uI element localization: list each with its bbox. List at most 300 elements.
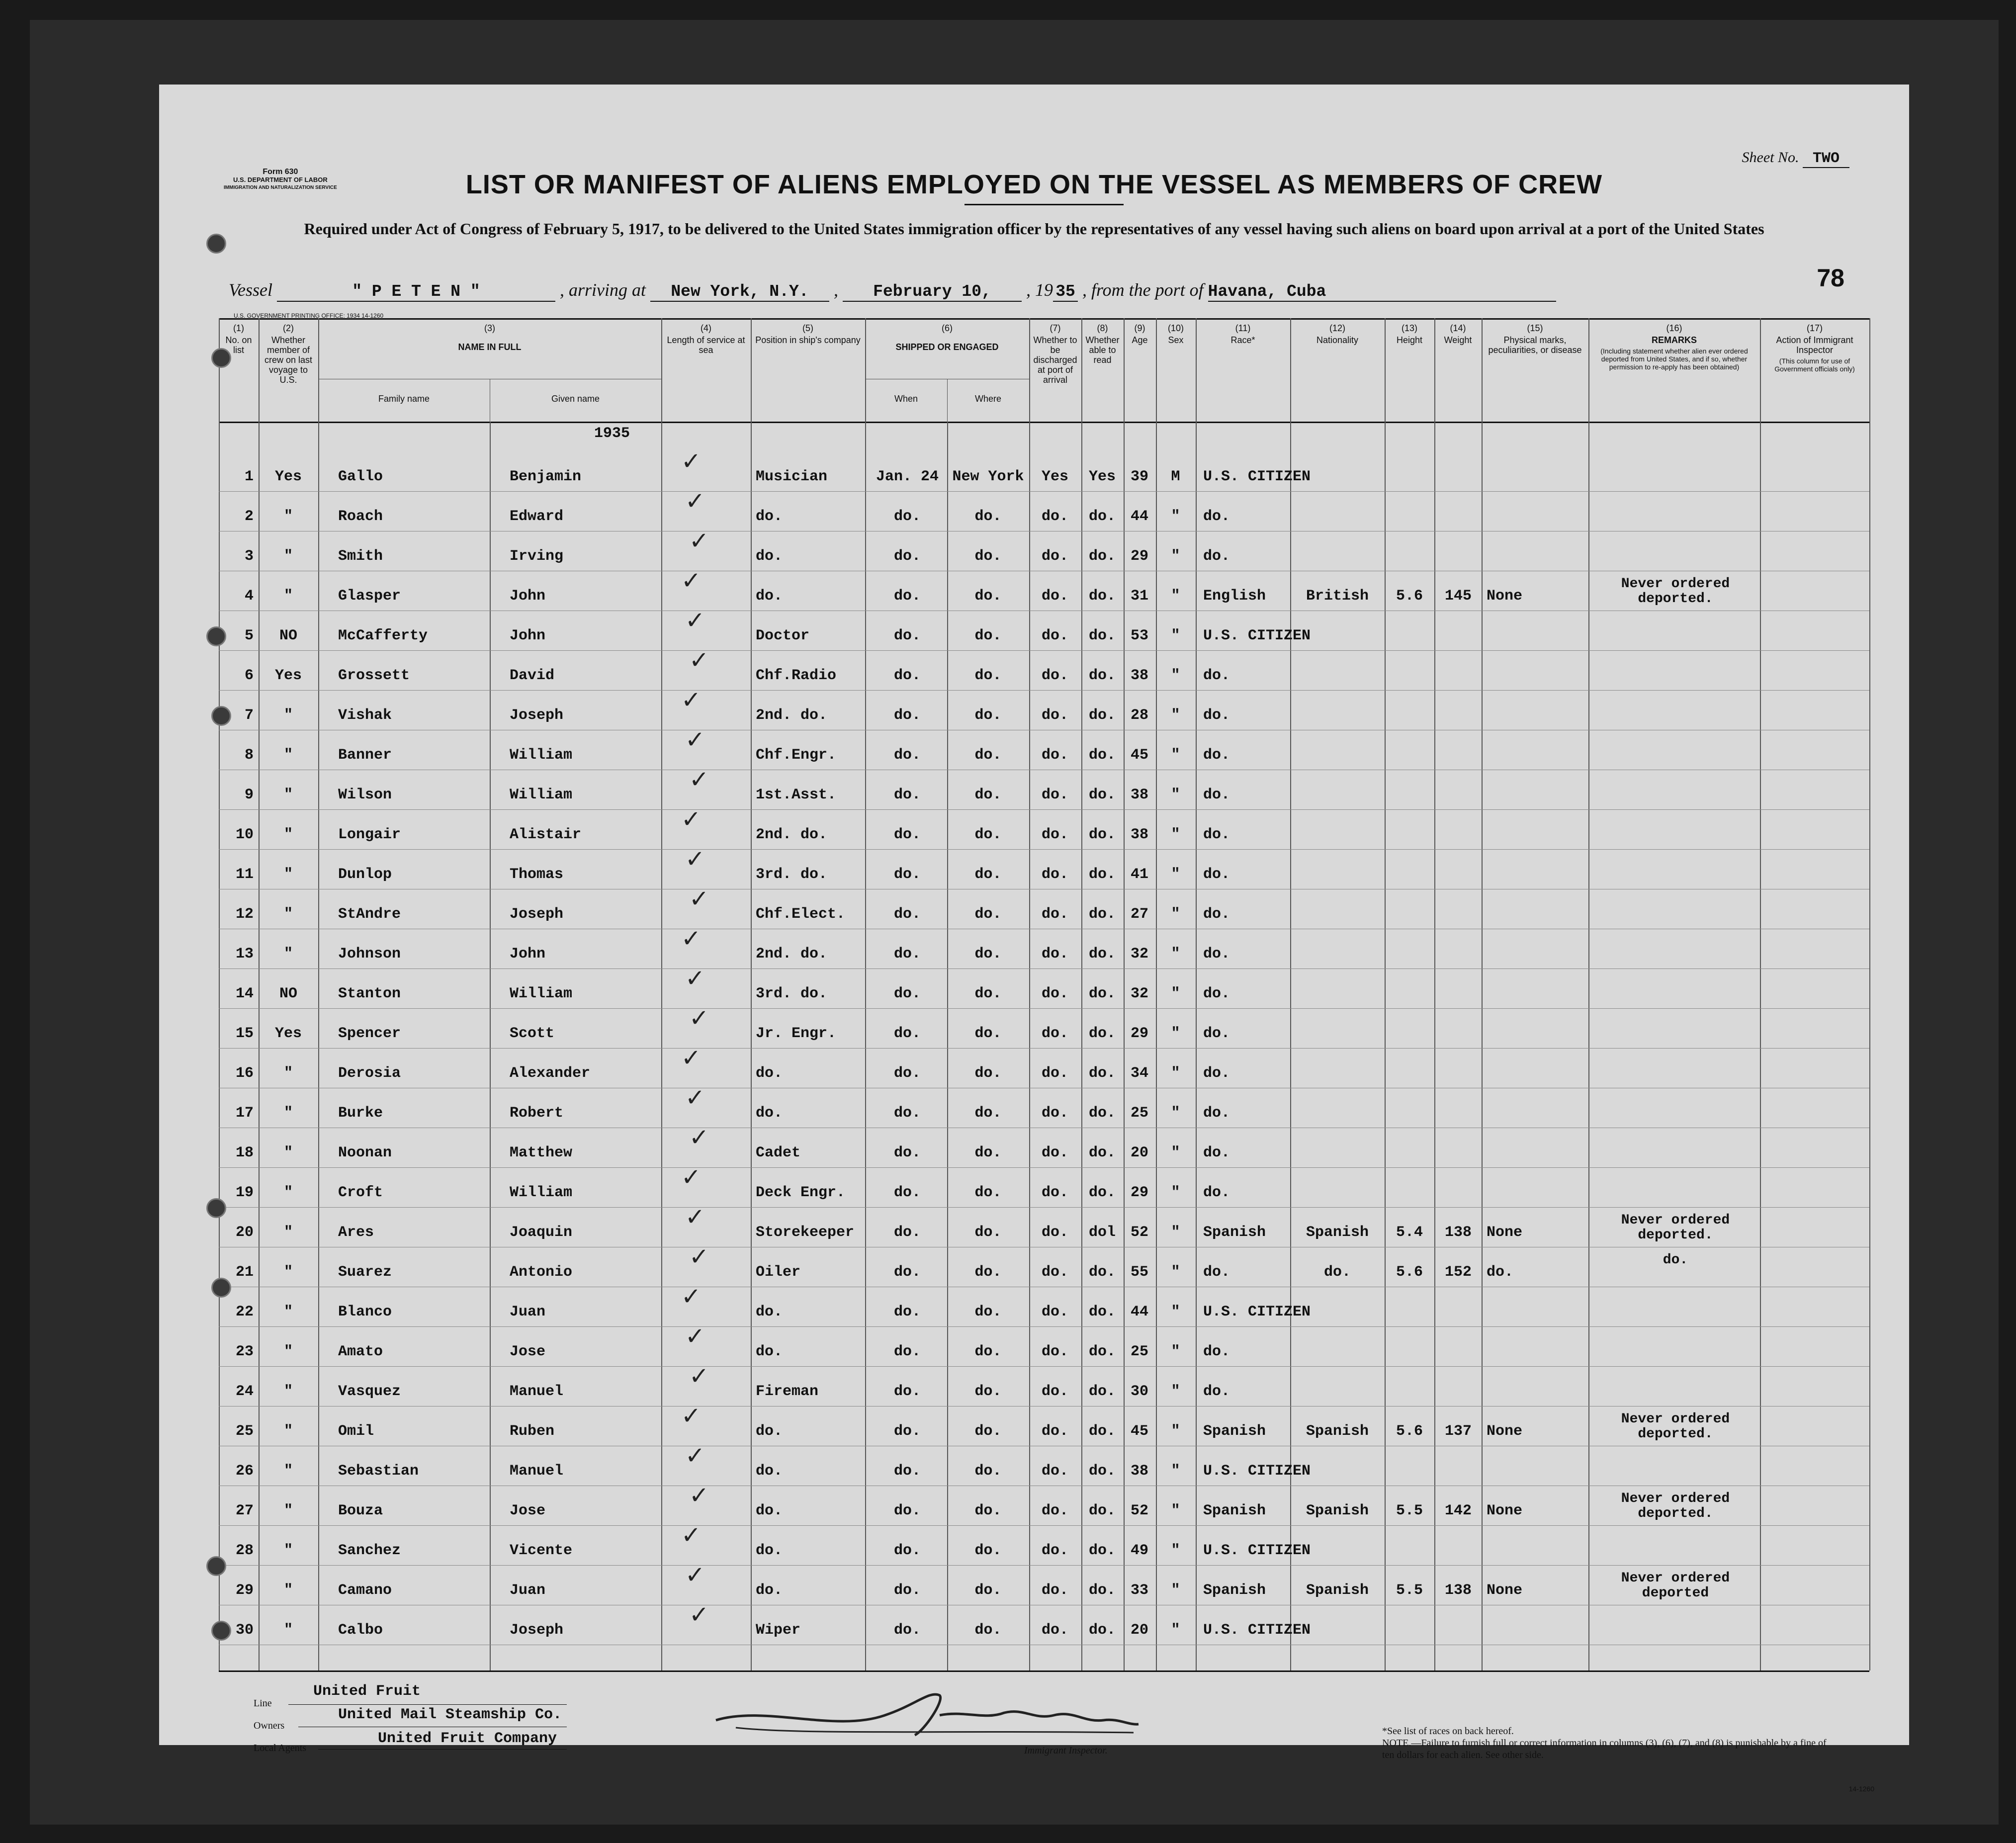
discharged: do. — [1041, 906, 1068, 923]
given-name: William — [510, 985, 573, 1002]
penalty-note: NOTE.—Failure to furnish full or correct information in columns (3), (6), (7), and (8) is punishable by a fine of ten dollars for each alien. See other side. — [1382, 1738, 1827, 1760]
family-name: Gallo — [338, 468, 383, 485]
shipped-when: do. — [893, 1582, 921, 1599]
shipped-where: do. — [974, 866, 1002, 883]
shipped-where: do. — [974, 707, 1002, 724]
age: 31 — [1130, 588, 1148, 605]
weight: 145 — [1444, 588, 1472, 605]
shipped-when: do. — [893, 1264, 921, 1281]
last-voyage: " — [283, 1582, 293, 1599]
column-header-3 — [318, 319, 661, 422]
sex: " — [1171, 1463, 1180, 1480]
shipped-where: do. — [974, 1383, 1002, 1400]
shipped-when: do. — [893, 1304, 921, 1320]
shipped-when: do. — [893, 1025, 921, 1042]
column-title: Length of service at sea — [667, 335, 745, 355]
given-name: Irving — [510, 548, 564, 565]
column-number: (16) — [1666, 323, 1682, 333]
row-number: 14 — [235, 985, 254, 1002]
column-title: SHIPPED OR ENGAGED — [895, 342, 999, 352]
age: 49 — [1130, 1542, 1148, 1559]
able-to-read: dol — [1088, 1224, 1116, 1241]
shipped-when: do. — [893, 1144, 921, 1161]
sex: " — [1171, 1025, 1180, 1042]
shipped-when: do. — [893, 548, 921, 565]
row-number: 29 — [235, 1582, 254, 1599]
sex: " — [1171, 1264, 1180, 1281]
discharged: do. — [1041, 1542, 1068, 1559]
last-voyage: Yes — [274, 667, 302, 684]
column-rule — [1196, 318, 1197, 1670]
race: do. — [1203, 906, 1230, 923]
remarks: Never ordered deported. — [1621, 576, 1730, 607]
sex: " — [1171, 866, 1180, 883]
race: do. — [1203, 1105, 1230, 1122]
column-title: Height — [1396, 335, 1423, 345]
column-header-5 — [751, 319, 865, 422]
agents-label: Local Agents — [254, 1743, 307, 1754]
sex: " — [1171, 1144, 1180, 1161]
given-name: Joseph — [510, 906, 564, 923]
position: Jr. Engr. — [756, 1025, 837, 1042]
age: 38 — [1130, 667, 1148, 684]
position: do. — [756, 1343, 783, 1360]
discharged: do. — [1041, 866, 1068, 883]
able-to-read: do. — [1088, 1622, 1116, 1639]
nationality: Spanish — [1306, 1224, 1369, 1241]
able-to-read: do. — [1088, 508, 1116, 525]
column-rule — [1588, 318, 1589, 1670]
shipped-where: do. — [974, 1622, 1002, 1639]
sex: " — [1171, 1622, 1180, 1639]
nationality: Spanish — [1306, 1582, 1369, 1599]
family-name: Roach — [338, 508, 383, 525]
family-name: Sebastian — [338, 1463, 419, 1480]
column-title: REMARKS — [1651, 335, 1697, 345]
discharged: do. — [1041, 1343, 1068, 1360]
able-to-read: Yes — [1088, 468, 1116, 485]
discharged: do. — [1041, 508, 1068, 525]
shipped-where: New York — [952, 468, 1024, 485]
weight: 142 — [1444, 1502, 1472, 1519]
check-mark-icon: ✓ — [685, 1203, 705, 1231]
binding-hole-icon — [211, 706, 231, 726]
row-number: 13 — [235, 946, 254, 963]
check-mark-icon: ✓ — [685, 845, 705, 873]
column-header-11 — [1196, 319, 1290, 422]
column-title: Position in ship's company — [755, 335, 861, 345]
line-label: Line — [254, 1698, 272, 1709]
check-mark-icon: ✓ — [685, 1084, 705, 1112]
column-number: (13) — [1401, 323, 1417, 333]
physical-marks: do. — [1487, 1264, 1514, 1281]
race: Spanish — [1203, 1502, 1266, 1519]
able-to-read: do. — [1088, 1582, 1116, 1599]
check-mark-icon: ✓ — [681, 1521, 701, 1549]
sex: " — [1171, 1065, 1180, 1082]
age: 39 — [1130, 468, 1148, 485]
position: Fireman — [756, 1383, 819, 1400]
discharged: do. — [1041, 1582, 1068, 1599]
shipped-where: do. — [974, 548, 1002, 565]
arriving-label: , arriving at — [559, 280, 646, 300]
position: do. — [756, 1463, 783, 1480]
race: do. — [1203, 1065, 1230, 1082]
year-heading: 1935 — [594, 425, 630, 442]
shipped-when: do. — [893, 508, 921, 525]
discharged: do. — [1041, 1065, 1068, 1082]
position: do. — [756, 1304, 783, 1320]
family-name: StAndre — [338, 906, 401, 923]
last-voyage: " — [283, 1264, 293, 1281]
family-name: Johnson — [338, 946, 401, 963]
sex: " — [1171, 747, 1180, 764]
column-rule — [1385, 318, 1386, 1670]
discharged: do. — [1041, 1184, 1068, 1201]
race: U.S. CITIZEN — [1203, 1622, 1311, 1639]
shipped-where: do. — [974, 826, 1002, 843]
family-name: Sanchez — [338, 1542, 401, 1559]
given-name: Jose — [510, 1502, 546, 1519]
sex: " — [1171, 1542, 1180, 1559]
nationality: Spanish — [1306, 1502, 1369, 1519]
family-name: Glasper — [338, 588, 401, 605]
given-name: Alexander — [510, 1065, 591, 1082]
agents-value: United Fruit Company — [378, 1730, 557, 1747]
shipped-when: do. — [893, 1184, 921, 1201]
column-number: (9) — [1134, 323, 1145, 333]
family-name: Derosia — [338, 1065, 401, 1082]
position: Deck Engr. — [756, 1184, 846, 1201]
sex: " — [1171, 985, 1180, 1002]
column-title: Whether able to read — [1085, 335, 1120, 365]
age: 45 — [1130, 1423, 1148, 1440]
shipped-where: do. — [974, 588, 1002, 605]
able-to-read: do. — [1088, 548, 1116, 565]
last-voyage: " — [283, 747, 293, 764]
row-number: 16 — [235, 1065, 254, 1082]
position: 2nd. do. — [756, 946, 828, 963]
last-voyage: " — [283, 1343, 293, 1360]
column-title: Race* — [1230, 335, 1255, 345]
column-rule — [751, 318, 752, 1670]
from-port-label: , from the port of — [1082, 280, 1204, 300]
column-rule — [318, 318, 319, 1670]
given-name: Jose — [510, 1343, 546, 1360]
sheet-value: TWO — [1803, 150, 1849, 168]
race: Spanish — [1203, 1224, 1266, 1241]
race: U.S. CITIZEN — [1203, 1542, 1311, 1559]
check-mark-icon: ✓ — [681, 447, 701, 475]
column-header-10 — [1156, 319, 1196, 422]
discharged: do. — [1041, 548, 1068, 565]
shipped-where: do. — [974, 1343, 1002, 1360]
check-mark-icon: ✓ — [689, 1124, 709, 1151]
shipped-where: do. — [974, 906, 1002, 923]
column-number: (17) — [1806, 323, 1823, 333]
department-name: U.S. DEPARTMENT OF LABOR — [233, 176, 328, 183]
age: 20 — [1130, 1144, 1148, 1161]
shipped-where: do. — [974, 1423, 1002, 1440]
age: 45 — [1130, 747, 1148, 764]
column-title: NAME IN FULL — [458, 342, 522, 352]
column-number: (12) — [1329, 323, 1345, 333]
column-rule — [259, 318, 260, 1670]
row-number: 26 — [235, 1463, 254, 1480]
column-header-16 — [1588, 319, 1760, 422]
row-number: 5 — [244, 627, 254, 644]
age: 32 — [1130, 985, 1148, 1002]
shipped-when: do. — [893, 588, 921, 605]
agents-underline — [318, 1749, 567, 1750]
last-voyage: Yes — [274, 468, 302, 485]
age: 20 — [1130, 1622, 1148, 1639]
row-number: 8 — [244, 747, 254, 764]
row-number: 25 — [235, 1423, 254, 1440]
family-name: Vasquez — [338, 1383, 401, 1400]
discharged: do. — [1041, 1144, 1068, 1161]
table-header-rule — [219, 422, 1869, 423]
family-name: Stanton — [338, 985, 401, 1002]
given-name: Edward — [510, 508, 564, 525]
row-number: 9 — [244, 787, 254, 803]
shipped-where: do. — [974, 1105, 1002, 1122]
shipped-where: do. — [974, 508, 1002, 525]
physical-marks: None — [1487, 1224, 1523, 1241]
shipped-where: do. — [974, 1065, 1002, 1082]
race: U.S. CITIZEN — [1203, 627, 1311, 644]
shipped-when: do. — [893, 1105, 921, 1122]
row-number: 1 — [244, 468, 254, 485]
family-name: Omil — [338, 1423, 374, 1440]
shipped-when: do. — [893, 707, 921, 724]
given-name: John — [510, 588, 546, 605]
check-mark-icon: ✓ — [681, 1044, 701, 1072]
row-number: 15 — [235, 1025, 254, 1042]
weight: 138 — [1444, 1224, 1472, 1241]
column-header-9 — [1124, 319, 1156, 422]
able-to-read: do. — [1088, 1423, 1116, 1440]
able-to-read: do. — [1088, 1184, 1116, 1201]
owners-value: United Mail Steamship Co. — [338, 1706, 562, 1723]
last-voyage: " — [283, 826, 293, 843]
form-number: Form 630 — [263, 168, 298, 176]
family-name: Suarez — [338, 1264, 392, 1281]
shipped-where: do. — [974, 667, 1002, 684]
last-voyage: NO — [279, 627, 297, 644]
sex: " — [1171, 1383, 1180, 1400]
row-number: 2 — [244, 508, 254, 525]
height: 5.5 — [1396, 1502, 1423, 1519]
inspector-signature — [706, 1685, 1153, 1745]
row-rule — [219, 1048, 1869, 1049]
height: 5.6 — [1396, 1423, 1423, 1440]
check-mark-icon: ✓ — [689, 1362, 709, 1390]
column-rule — [1760, 318, 1761, 1670]
binding-hole-icon — [206, 626, 226, 646]
shipped-when: Jan. 24 — [876, 468, 939, 485]
sex: " — [1171, 1105, 1180, 1122]
discharged: do. — [1041, 787, 1068, 803]
able-to-read: do. — [1088, 707, 1116, 724]
position: Cadet — [756, 1144, 801, 1161]
row-rule — [219, 1008, 1869, 1009]
row-number: 6 — [244, 667, 254, 684]
age: 38 — [1130, 826, 1148, 843]
given-name: Juan — [510, 1582, 546, 1599]
race: U.S. CITIZEN — [1203, 468, 1311, 485]
race: do. — [1203, 1025, 1230, 1042]
column-header-15 — [1482, 319, 1588, 422]
owners-label: Owners — [254, 1720, 285, 1731]
sex: " — [1171, 1224, 1180, 1241]
weight: 152 — [1444, 1264, 1472, 1281]
row-number: 30 — [235, 1622, 254, 1639]
weight: 138 — [1444, 1582, 1472, 1599]
able-to-read: do. — [1088, 588, 1116, 605]
age: 25 — [1130, 1343, 1148, 1360]
given-name: Alistair — [510, 826, 582, 843]
last-voyage: " — [283, 946, 293, 963]
column-rule — [490, 422, 491, 1670]
position: Storekeeper — [756, 1224, 855, 1241]
able-to-read: do. — [1088, 866, 1116, 883]
physical-marks: None — [1487, 1502, 1523, 1519]
check-mark-icon: ✓ — [685, 607, 705, 634]
shipped-when: do. — [893, 1542, 921, 1559]
family-name: McCafferty — [338, 627, 428, 644]
inspector-label: Immigrant Inspector. — [1024, 1745, 1108, 1756]
column-rule — [661, 318, 662, 1670]
row-rule — [219, 1167, 1869, 1168]
check-mark-icon: ✓ — [689, 527, 709, 555]
age: 29 — [1130, 548, 1148, 565]
age: 29 — [1130, 1184, 1148, 1201]
able-to-read: do. — [1088, 1502, 1116, 1519]
column-rule — [1434, 318, 1435, 1670]
nationality: British — [1306, 588, 1369, 605]
last-voyage: " — [283, 1502, 293, 1519]
given-name: Manuel — [510, 1383, 564, 1400]
last-voyage: " — [283, 787, 293, 803]
year-prefix: , 19 — [1026, 280, 1053, 300]
check-mark-icon: ✓ — [685, 487, 705, 515]
row-rule — [219, 491, 1869, 492]
sex: " — [1171, 906, 1180, 923]
shipped-when: do. — [893, 747, 921, 764]
row-number: 11 — [235, 866, 254, 883]
position: Oiler — [756, 1264, 801, 1281]
given-name: Matthew — [510, 1144, 573, 1161]
shipped-when: do. — [893, 1463, 921, 1480]
race: Spanish — [1203, 1423, 1266, 1440]
sex: " — [1171, 1304, 1180, 1320]
family-name: Camano — [338, 1582, 392, 1599]
shipped-where: do. — [974, 1184, 1002, 1201]
column-number: (3) — [484, 323, 495, 333]
column-number: (14) — [1450, 323, 1466, 333]
last-voyage: " — [283, 1184, 293, 1201]
column-header-6 — [865, 319, 1029, 422]
height: 5.6 — [1396, 588, 1423, 605]
shipped-where: do. — [974, 1502, 1002, 1519]
position: do. — [756, 1105, 783, 1122]
physical-marks: None — [1487, 1582, 1523, 1599]
column-header-12 — [1290, 319, 1385, 422]
height: 5.5 — [1396, 1582, 1423, 1599]
position: do. — [756, 1582, 783, 1599]
weight: 137 — [1444, 1423, 1472, 1440]
last-voyage: " — [283, 1065, 293, 1082]
column-title: Nationality — [1316, 335, 1359, 345]
check-mark-icon: ✓ — [689, 885, 709, 913]
discharged: do. — [1041, 1105, 1068, 1122]
race: do. — [1203, 787, 1230, 803]
family-name: Smith — [338, 548, 383, 565]
column-header-4 — [661, 319, 751, 422]
given-name: John — [510, 627, 546, 644]
shipped-when: do. — [893, 1423, 921, 1440]
position: 3rd. do. — [756, 866, 828, 883]
check-mark-icon: ✓ — [681, 805, 701, 833]
shipped-where: do. — [974, 985, 1002, 1002]
position: Chf.Engr. — [756, 747, 837, 764]
able-to-read: do. — [1088, 1463, 1116, 1480]
family-name: Amato — [338, 1343, 383, 1360]
position: Doctor — [756, 627, 810, 644]
physical-marks: None — [1487, 1423, 1523, 1440]
check-mark-icon: ✓ — [681, 1402, 701, 1430]
discharged: do. — [1041, 1463, 1068, 1480]
last-voyage: " — [283, 1383, 293, 1400]
race: U.S. CITIZEN — [1203, 1463, 1311, 1480]
able-to-read: do. — [1088, 1025, 1116, 1042]
shipped-when: do. — [893, 1065, 921, 1082]
printer-imprint: U.S. GOVERNMENT PRINTING OFFICE: 1934 14-1260 — [234, 312, 384, 319]
given-name: Antonio — [510, 1264, 573, 1281]
last-voyage: " — [283, 1622, 293, 1639]
position: Wiper — [756, 1622, 801, 1639]
discharged: do. — [1041, 707, 1068, 724]
height: 5.4 — [1396, 1224, 1423, 1241]
age: 28 — [1130, 707, 1148, 724]
age: 38 — [1130, 787, 1148, 803]
able-to-read: do. — [1088, 747, 1116, 764]
race: English — [1203, 588, 1266, 605]
row-rule — [219, 1565, 1869, 1566]
given-name: Ruben — [510, 1423, 555, 1440]
family-name: Croft — [338, 1184, 383, 1201]
row-rule — [219, 968, 1869, 969]
shipped-where: do. — [974, 1264, 1002, 1281]
column-header-2 — [259, 319, 318, 422]
able-to-read: do. — [1088, 1264, 1116, 1281]
manifest-page — [159, 85, 1909, 1793]
column-header-13 — [1385, 319, 1434, 422]
last-voyage: " — [283, 906, 293, 923]
column-title: Weight — [1444, 335, 1472, 345]
remarks: Never ordered deported — [1621, 1571, 1730, 1601]
family-name: Blanco — [338, 1304, 392, 1320]
column-title: No. on list — [225, 335, 252, 355]
family-name: Calbo — [338, 1622, 383, 1639]
row-rule — [219, 849, 1869, 850]
shipped-when: do. — [893, 1343, 921, 1360]
sheet-number — [1742, 149, 1850, 167]
shipped-when: do. — [893, 627, 921, 644]
column-title: Whether to be discharged at port of arrival — [1033, 335, 1077, 385]
able-to-read: do. — [1088, 1065, 1116, 1082]
